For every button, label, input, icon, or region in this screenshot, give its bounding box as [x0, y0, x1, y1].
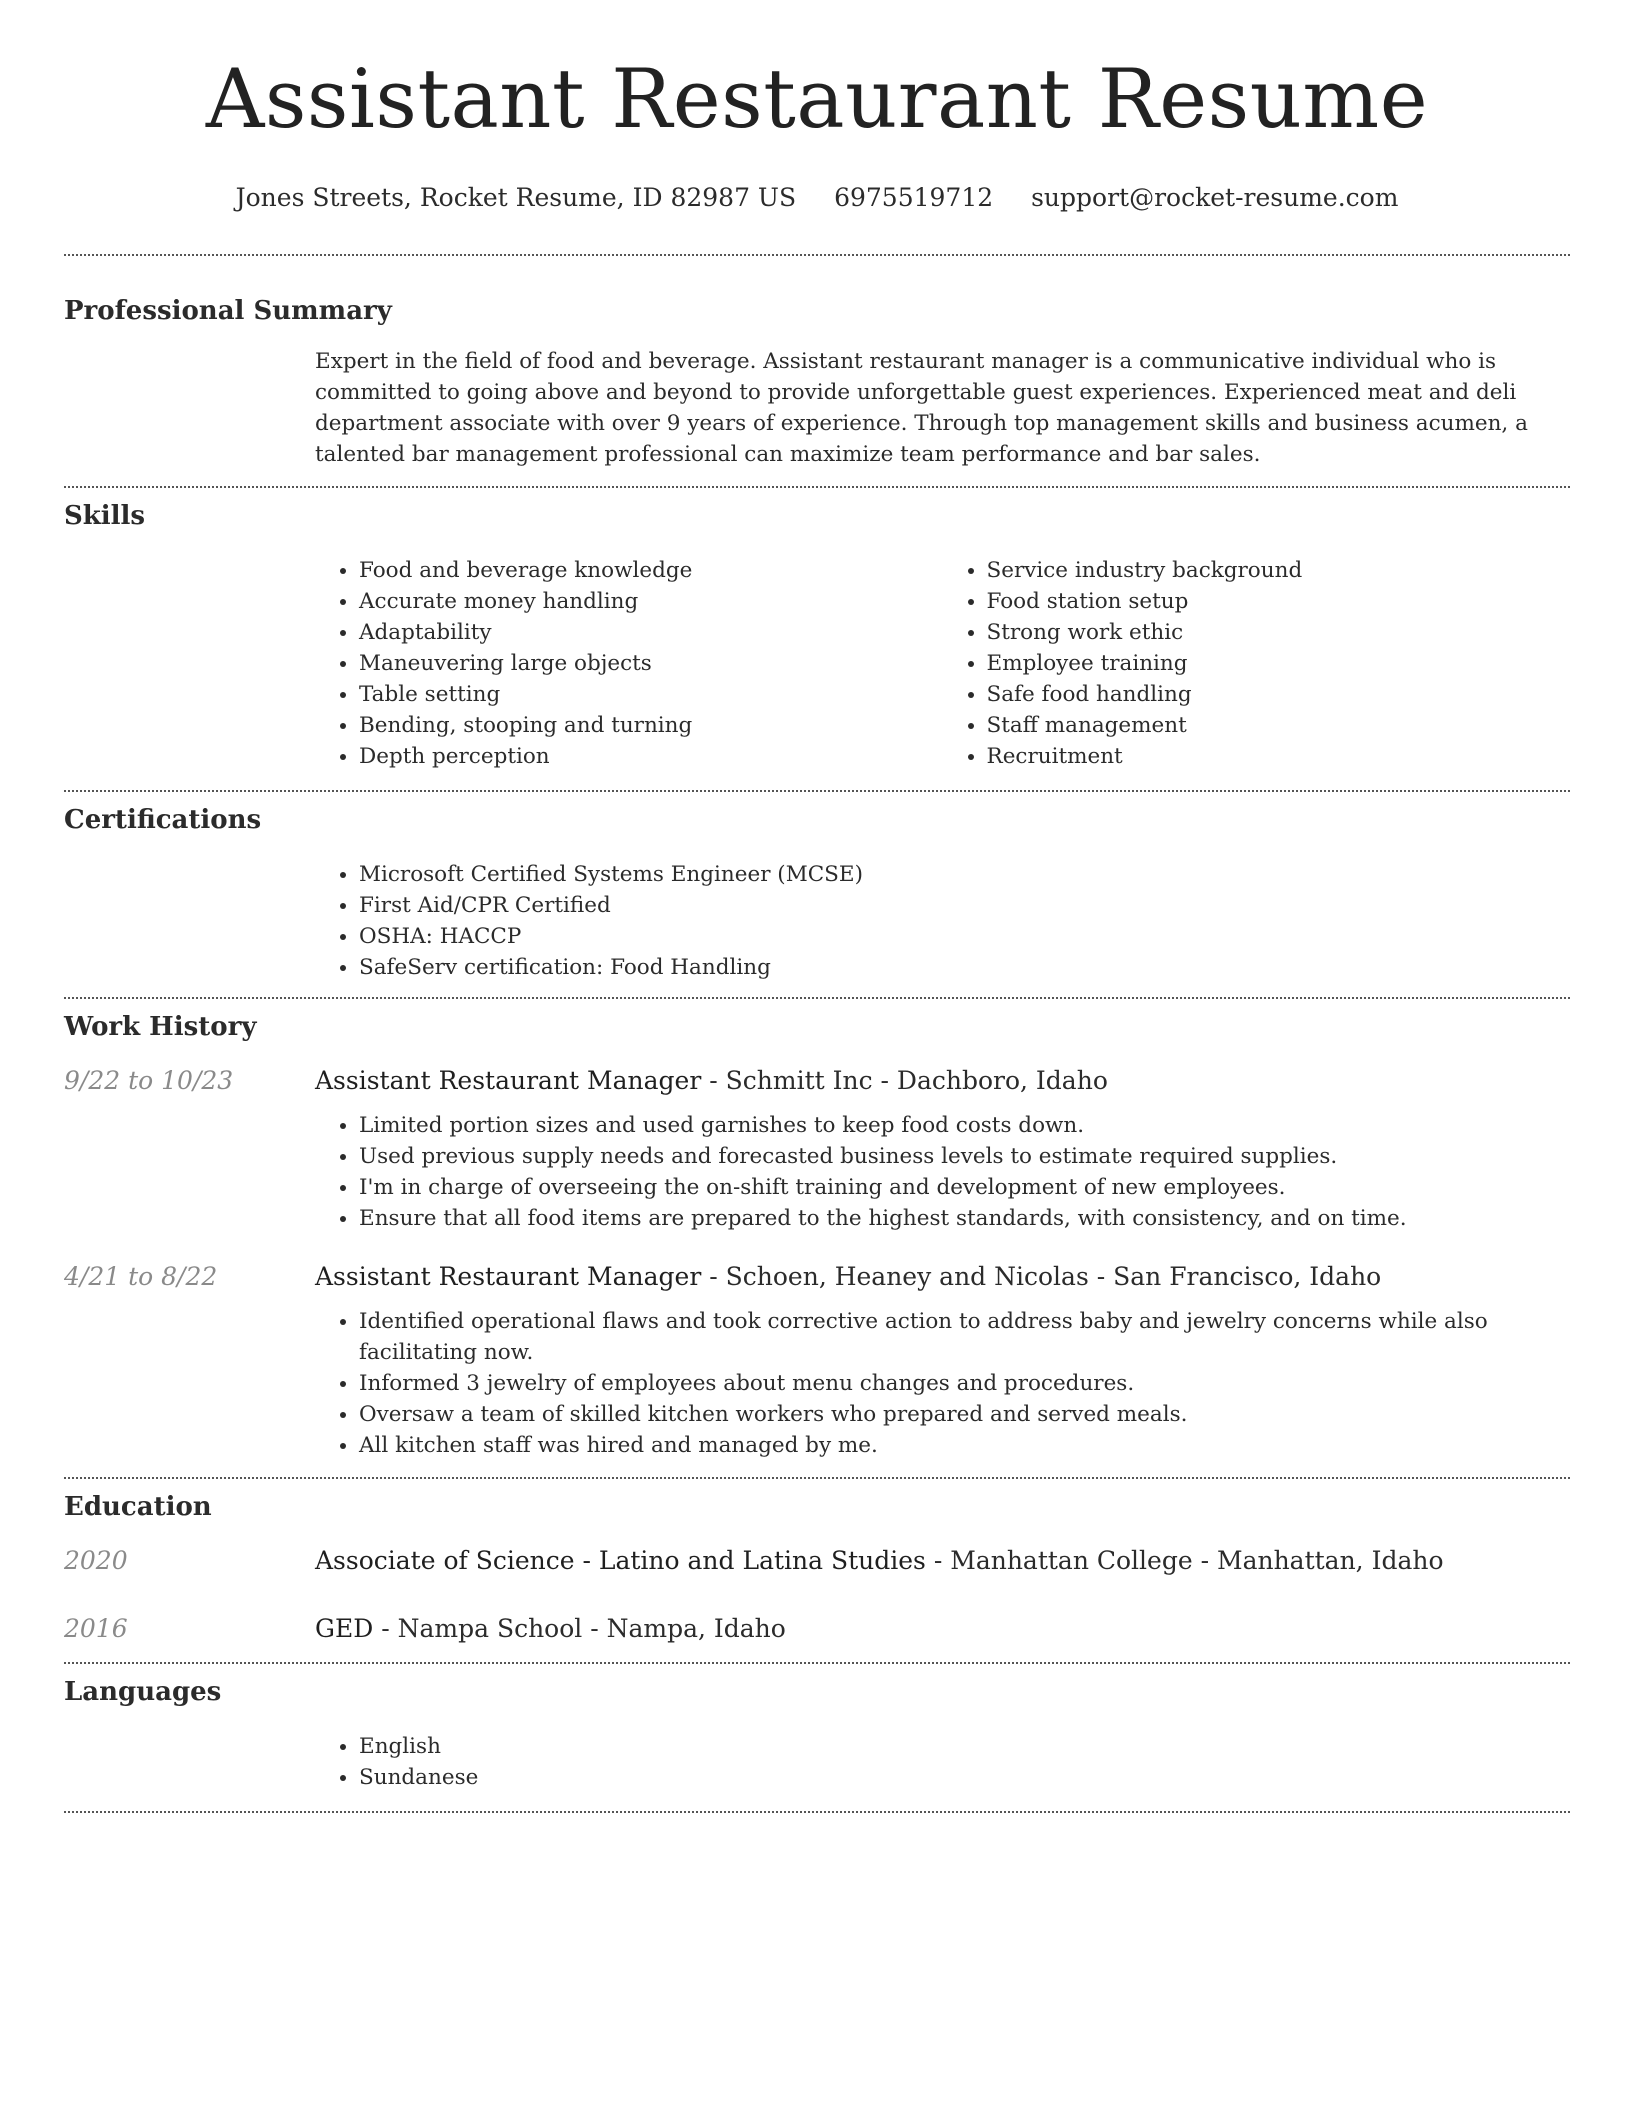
job-bullet: • Ensure that all food items are prepared to the highest standards, with consistency, and on time. — [359, 1203, 1570, 1234]
certification-item: • First Aid/CPR Certified — [359, 890, 1570, 921]
job-entry — [64, 1260, 1570, 1461]
summary-section — [64, 256, 1570, 470]
section-divider — [64, 1811, 1570, 1813]
job-dates: 9/22 to 10/23 — [64, 1066, 234, 1095]
skill-item: • Table setting — [359, 679, 943, 710]
job-bullets — [315, 1110, 1570, 1234]
education-degree: Associate of Science - Latino and Latina Studies — [315, 1546, 926, 1575]
work-history-section — [64, 999, 1570, 1461]
education-section — [64, 1479, 1570, 1646]
language-item: • English — [359, 1731, 1570, 1762]
certification-item: • OSHA: HACCP — [359, 921, 1570, 952]
certifications-section — [64, 792, 1570, 983]
languages-list — [315, 1731, 1570, 1793]
job-employer: - Schoen, Heaney and Nicolas - San Francisco, Idaho — [701, 1262, 1382, 1291]
job-employer: - Schmitt Inc - Dachboro, Idaho — [701, 1066, 1108, 1095]
work-history-heading: Work History — [64, 1012, 257, 1042]
job-title: Assistant Restaurant Manager — [315, 1066, 702, 1095]
contact-address: Jones Streets, Rocket Resume, ID 82987 US — [235, 183, 797, 212]
education-heading-line — [315, 1544, 1570, 1578]
job-bullet: • I'm in charge of overseeing the on-shift training and development of new employees. — [359, 1172, 1570, 1203]
languages-heading: Languages — [64, 1677, 222, 1707]
contact-phone: 6975519712 — [834, 183, 994, 212]
skill-item: • Staff management — [987, 710, 1571, 741]
job-bullet: • Limited portion sizes and used garnishes to keep food costs down. — [359, 1110, 1570, 1141]
job-bullet: • Used previous supply needs and forecasted business levels to estimate required supplies. — [359, 1141, 1570, 1172]
skills-heading: Skills — [64, 501, 146, 531]
job-dates: 4/21 to 8/22 — [64, 1262, 218, 1291]
skill-item: • Depth perception — [359, 741, 943, 772]
skill-item: • Employee training — [987, 648, 1571, 679]
skill-item: • Safe food handling — [987, 679, 1571, 710]
certifications-heading: Certifications — [64, 805, 262, 835]
skill-item: • Accurate money handling — [359, 586, 943, 617]
certification-item: • SafeServ certification: Food Handling — [359, 952, 1570, 983]
job-bullets — [315, 1306, 1570, 1461]
skills-list-left — [315, 555, 943, 772]
education-heading-line — [315, 1612, 1570, 1646]
skill-item: • Maneuvering large objects — [359, 648, 943, 679]
certifications-list — [315, 859, 1570, 983]
language-item: • Sundanese — [359, 1762, 1570, 1793]
job-bullet: • Oversaw a team of skilled kitchen workers who prepared and served meals. — [359, 1399, 1570, 1430]
skill-item: • Food and beverage knowledge — [359, 555, 943, 586]
skills-section — [64, 488, 1570, 772]
job-title: Assistant Restaurant Manager — [315, 1262, 702, 1291]
education-school: - Nampa School - Nampa, Idaho — [373, 1614, 786, 1643]
job-bullet: • Informed 3 jewelry of employees about menu changes and procedures. — [359, 1368, 1570, 1399]
resume-title: Assistant Restaurant Resume — [205, 53, 1429, 147]
skills-list-right — [943, 555, 1571, 772]
skill-item: • Food station setup — [987, 586, 1571, 617]
job-heading — [315, 1260, 1570, 1294]
skill-item: • Recruitment — [987, 741, 1571, 772]
education-heading: Education — [64, 1492, 212, 1522]
job-heading — [315, 1064, 1570, 1098]
skill-item: • Bending, stooping and turning — [359, 710, 943, 741]
education-school: - Manhattan College - Manhattan, Idaho — [925, 1546, 1444, 1575]
job-bullet: • All kitchen staff was hired and managed by me. — [359, 1430, 1570, 1461]
skill-item: • Strong work ethic — [987, 617, 1571, 648]
skill-item: • Service industry background — [987, 555, 1571, 586]
education-entry — [64, 1544, 1570, 1578]
education-entry — [64, 1612, 1570, 1646]
contact-line — [64, 182, 1570, 214]
contact-email[interactable]: support@rocket-resume.com — [1031, 183, 1399, 212]
skill-item: • Adaptability — [359, 617, 943, 648]
resume-page — [64, 0, 1570, 1813]
education-year: 2016 — [64, 1614, 128, 1643]
summary-heading: Professional Summary — [64, 296, 392, 326]
summary-text: Expert in the field of food and beverage. Assistant restaurant manager is a communicative individual who is committed to going above and beyond to provide unforgettable guest experiences. Experienced meat and deli department associate with over 9 years of experience. Through top management skills and business acumen, a talented bar management professional can maximize team performance and bar sales. — [315, 349, 1528, 467]
languages-section — [64, 1664, 1570, 1793]
job-bullet: • Identified operational flaws and took corrective action to address baby and jewelry concerns while also facilitating now. — [359, 1306, 1570, 1368]
job-entry — [64, 1064, 1570, 1234]
education-degree: GED — [315, 1614, 374, 1643]
certification-item: • Microsoft Certified Systems Engineer (MCSE) — [359, 859, 1570, 890]
education-year: 2020 — [64, 1546, 128, 1575]
